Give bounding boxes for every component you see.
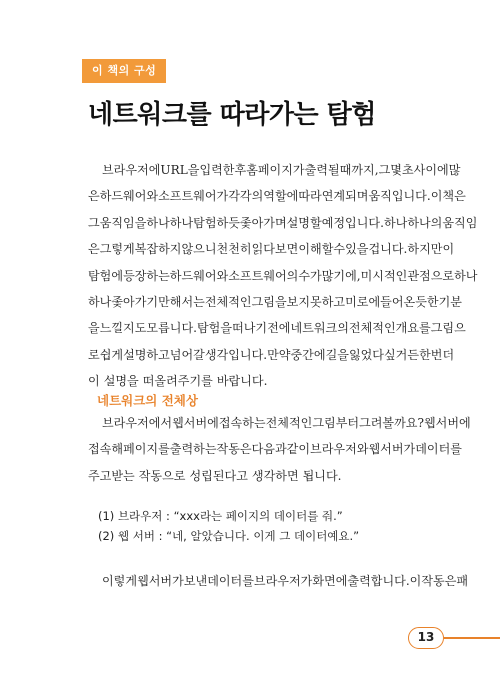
page-number: 13 [408, 627, 444, 649]
text-line: 그 움직임을 하나하나 탐험하듯 좇아가며 설명할 예정입니다. 하나하나의 움직임 [88, 215, 478, 230]
text-line: 은 하드웨어와 소프트웨어가 각각의 역할에 따라 연계되며 움직입니다. 이 책은 [88, 189, 466, 204]
text-line: 로 쉽게 설명하고 넘어갈 생각입니다. 만약 중간에 길을 잃었다 싶거든 한 번 더 [88, 347, 455, 362]
text-line: 탐험에 등장하는 하드웨어와 소프트웨어의 수가 많기에, 미시적인 관점으로 하나 [88, 268, 478, 283]
subheading: 네트워크의 전체상 [97, 393, 198, 408]
text-line: 은 그렇게 복잡하지 않으니 천천히 읽다 보면 이해할 수 있을 겁니다. 하지만 이 [88, 242, 455, 257]
intro-paragraph [88, 157, 478, 395]
dialog-line-browser: (1) 브라우저 : “xxx라는 페이지의 데이터를 줘.” [98, 509, 343, 523]
text-line: 주고받는 작동으로 성립된다고 생각하면 됩니다. [88, 468, 342, 483]
section-tag: 이 책의 구성 [82, 59, 166, 83]
text-line: 이렇게 웹 서버가 보낸 데이터를 브라우저가 화면에 출력합니다. 이 작동은 패 [102, 574, 469, 588]
text-line: 접속해 페이지를 출력하는 작동은 다음과 같이 브라우저와 웹 서버가 데이터를 [88, 442, 462, 457]
page-number-rule [444, 637, 500, 639]
dialog-line-server: (2) 웹 서버 : “네, 알았습니다. 이게 그 데이터예요.” [98, 529, 360, 543]
text-line: 하나 좇아가기만 해서는 전체적인 그림을 보지 못하고 미로에 들어온 듯한 기분 [88, 294, 462, 309]
closing-paragraph [88, 568, 469, 594]
text-line: 브라우저에서 웹 서버에 접속하는 전체적인 그림부터 그려볼까요? 웹 서버에 [102, 416, 471, 430]
text-line: 브라우저에 URL을 입력한 후 홈페이지가 출력될 때까지, 그 몇 초 사이에 많 [102, 163, 461, 177]
text-line: 이 설명을 떠올려주기를 바랍니다. [88, 374, 268, 389]
page-title: 네트워크를 따라가는 탐험 [88, 100, 376, 130]
body-paragraph [88, 410, 471, 489]
text-line: 을 느낄지도 모릅니다. 탐험을 떠나기 전에 네트워크의 전체적인 개요를 그림으 [88, 321, 466, 336]
